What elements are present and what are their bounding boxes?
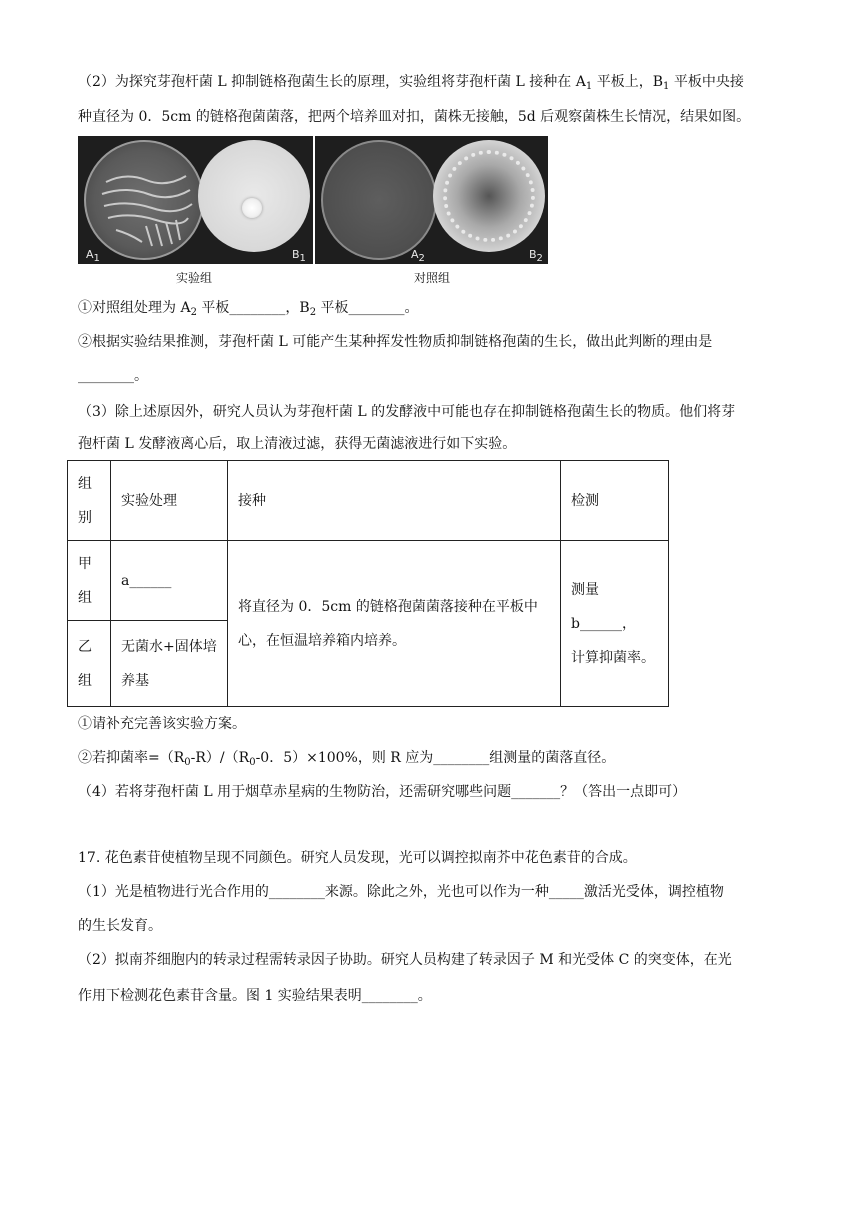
q17-p2-line-2: 作用下检测花色素苷含量。图 1 实验结果表明________。 — [78, 988, 432, 1004]
q4-line: （4）若将芽孢杆菌 L 用于烟草赤星病的生物防治，还需研究哪些问题_______？（答出一点即可） — [78, 784, 687, 800]
table-header-row — [68, 461, 669, 541]
label-a1: $A_1$ — [86, 248, 100, 264]
q3-line-1: （3）除上述原因外，研究人员认为芽孢杆菌 L 的发酵液中可能也存在抑制链格孢菌生长的物质。他们将芽 — [78, 404, 736, 420]
q17-p1-line-2: 的生长发育。 — [78, 918, 162, 934]
treatment-yi: 无菌水+固体培 养基 — [111, 621, 228, 707]
fungal-ring — [443, 150, 535, 242]
q2-item-2: ②根据实验结果推测，芽孢杆菌 L 可能产生某种挥发性物质抑制链格孢菌的生长，做出此判断的理由是 — [78, 334, 713, 350]
q3-line-2: 孢杆菌 L 发酵液离心后，取上清液过滤，获得无菌滤液进行如下实验。 — [78, 436, 517, 452]
petri-dish-figure — [78, 136, 550, 286]
inoculation-cell: 将直径为 0．5cm 的链格孢菌菌落接种在平板中 心，在恒温培养箱内培养。 — [228, 541, 561, 707]
caption-experimental: 实验组 — [176, 271, 213, 285]
header-group: 组 别 — [68, 461, 111, 541]
q2-item-2-blank: ________。 — [78, 368, 148, 384]
label-b1: $B_1$ — [292, 248, 306, 264]
detection-cell: 测量 b______， 计算抑菌率。 — [561, 541, 669, 707]
plate-a1 — [84, 140, 204, 260]
q17-p2-line-1: （2）拟南芥细胞内的转录过程需转录因子协助。研究人员构建了转录因子 M 和光受体 C 的突变体，在光 — [78, 952, 732, 968]
label-a2: $A_2$ — [411, 248, 425, 264]
colony-small — [242, 198, 262, 218]
header-inoculation: 接种 — [228, 461, 561, 541]
plate-b1 — [198, 140, 310, 252]
treatment-jia: a______ — [111, 541, 228, 621]
q2-item-1: ①对照组处理为 $A_2$ 平板________，$B_2$ 平板________。 — [78, 300, 419, 318]
label-b2: $B_2$ — [529, 248, 543, 264]
control-group-photo — [315, 136, 548, 264]
q2-line-1: （2）为探究芽孢杆菌 L 抑制链格孢菌生长的原理，实验组将芽孢杆菌 L 接种在 $A_1$ 平板上，$B_1$ 平板中央接 — [78, 74, 744, 92]
group-jia: 甲 组 — [68, 541, 111, 621]
bacterial-streaks — [86, 142, 202, 258]
q17-p1-line-1: （1）光是植物进行光合作用的________来源。除此之外，光也可以作为一种_____激活光受体，调控植物 — [78, 884, 724, 900]
group-yi: 乙 组 — [68, 621, 111, 707]
table-row-jia — [68, 541, 669, 621]
q17-title: 17. 花色素苷使植物呈现不同颜色。研究人员发现，光可以调控拟南芥中花色素苷的合成。 — [78, 850, 637, 866]
experiment-table — [67, 460, 669, 707]
q3-item-1: ①请补充完善该实验方案。 — [78, 716, 246, 732]
q3-item-2: ②若抑菌率$=(R_0-R)/(R_0-0$．5）×100%，则 R 应为________组测量的菌落直径。 — [78, 750, 616, 768]
plate-b2 — [433, 140, 545, 252]
header-detection: 检测 — [561, 461, 669, 541]
header-treatment: 实验处理 — [111, 461, 228, 541]
q2-line-2: 种直径为 0．5cm 的链格孢菌菌落，把两个培养皿对扣，菌株无接触，5d 后观察菌株生长情况，结果如图。 — [78, 109, 751, 125]
experimental-group-photo — [78, 136, 313, 264]
caption-control: 对照组 — [414, 271, 451, 285]
plate-a2 — [321, 140, 437, 260]
